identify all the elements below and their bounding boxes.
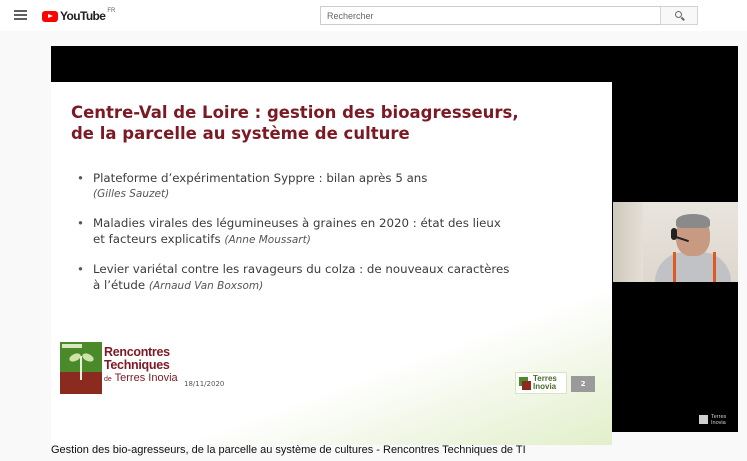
youtube-logo[interactable] xyxy=(42,8,115,24)
terres-inovia-logo: Terres Inovia xyxy=(515,372,567,394)
slide-bullet-list xyxy=(75,170,605,307)
rencontres-techniques-logo: Rencontres Techniques de Terres Inovia xyxy=(60,342,180,394)
plant-logo-icon xyxy=(60,342,102,394)
terres-inovia-icon xyxy=(699,415,708,424)
logo-country-code: FR xyxy=(107,8,116,14)
slide-bullet: • Maladies virales des légumineuses à graines en 2020 : état des lieux et facteurs explicatifs (Anne Moussart) xyxy=(75,215,605,248)
logo-text: YouTube xyxy=(60,9,106,23)
slide-bullet: • Plateforme d’expérimentation Syppre : bilan après 5 ans (Gilles Sauzet) xyxy=(75,170,605,202)
slide-bullet: • Levier variétal contre les ravageurs du colza : de nouveaux caractères à l’étude (Arnaud Van Boxsom) xyxy=(75,261,605,294)
video-player[interactable] xyxy=(51,46,738,432)
slide-title: Centre-Val de Loire : gestion des bioagresseurs, de la parcelle au système de culture xyxy=(71,103,519,143)
search-button[interactable] xyxy=(660,6,698,25)
youtube-play-icon xyxy=(42,11,58,22)
video-title: Gestion des bio-agresseurs, de la parcelle au système de cultures - Rencontres Techniques de TI xyxy=(51,444,526,456)
presentation-slide xyxy=(51,82,612,445)
speaker-webcam xyxy=(613,202,738,282)
hamburger-menu-icon[interactable] xyxy=(14,10,27,20)
slide-page-number: 2 xyxy=(571,376,595,392)
search-input[interactable] xyxy=(320,6,661,25)
slide-date: 18/11/2020 xyxy=(184,380,225,388)
channel-watermark[interactable]: Terres Inovia xyxy=(699,413,735,427)
top-bar xyxy=(0,0,747,31)
